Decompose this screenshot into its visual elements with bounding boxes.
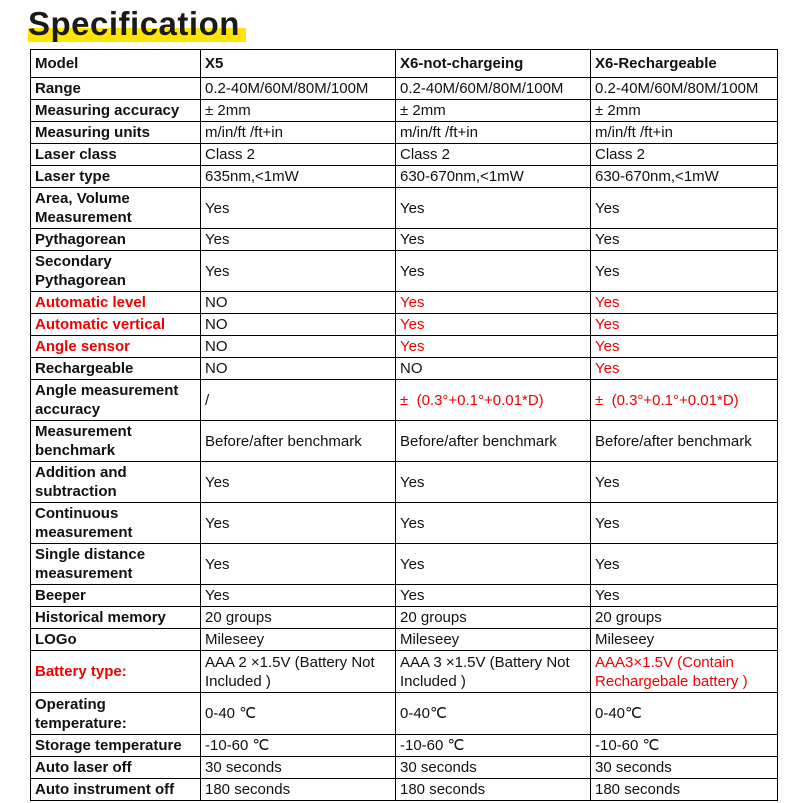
row-label: Single distance measurement	[31, 544, 201, 585]
table-row	[31, 122, 778, 144]
table-cell: 180 seconds	[201, 779, 396, 801]
table-cell: 0.2-40M/60M/80M/100M	[591, 78, 778, 100]
table-cell: Yes	[396, 188, 591, 229]
table-row	[31, 166, 778, 188]
row-label: Area, Volume Measurement	[31, 188, 201, 229]
row-label: Measurement benchmark	[31, 421, 201, 462]
row-label: Continuous measurement	[31, 503, 201, 544]
table-cell: Yes	[591, 544, 778, 585]
table-cell: AAA 3 ×1.5V (Battery Not Included )	[396, 651, 591, 693]
table-row	[31, 503, 778, 544]
header-row-label: Model	[31, 50, 201, 78]
table-cell: Yes	[591, 188, 778, 229]
table-row	[31, 188, 778, 229]
table-cell: 0-40 ℃	[201, 693, 396, 735]
row-label: Beeper	[31, 585, 201, 607]
table-row	[31, 735, 778, 757]
table-cell: Yes	[201, 251, 396, 292]
table-cell: Yes	[591, 251, 778, 292]
header-col-1: X6-not-chargeing	[396, 50, 591, 78]
table-cell: Yes	[396, 292, 591, 314]
table-cell: NO	[396, 358, 591, 380]
table-row	[31, 358, 778, 380]
table-cell: 30 seconds	[591, 757, 778, 779]
table-cell: Yes	[201, 188, 396, 229]
table-row	[31, 229, 778, 251]
row-label: Historical memory	[31, 607, 201, 629]
table-row	[31, 292, 778, 314]
table-row	[31, 100, 778, 122]
table-cell: /	[201, 380, 396, 421]
table-cell: ± 2mm	[396, 100, 591, 122]
table-row	[31, 144, 778, 166]
table-cell: Yes	[201, 544, 396, 585]
table-row	[31, 544, 778, 585]
table-cell: AAA 2 ×1.5V (Battery Not Included )	[201, 651, 396, 693]
row-label: Auto instrument off	[31, 779, 201, 801]
table-row	[31, 651, 778, 693]
row-label: Angle measurement accuracy	[31, 380, 201, 421]
table-cell: ± 2mm	[591, 100, 778, 122]
table-row	[31, 629, 778, 651]
row-label: Range	[31, 78, 201, 100]
table-cell: NO	[201, 358, 396, 380]
row-label: Automatic vertical	[31, 314, 201, 336]
table-row	[31, 757, 778, 779]
row-label: Addition and subtraction	[31, 462, 201, 503]
table-cell: Yes	[201, 229, 396, 251]
table-cell: Yes	[591, 585, 778, 607]
row-label: Secondary Pythagorean	[31, 251, 201, 292]
table-row	[31, 380, 778, 421]
row-label: Angle sensor	[31, 336, 201, 358]
table-cell: NO	[201, 336, 396, 358]
table-cell: Before/after benchmark	[591, 421, 778, 462]
page-title: Specification	[28, 5, 240, 42]
table-header	[31, 50, 778, 78]
row-label: Operating temperature:	[31, 693, 201, 735]
table-cell: 630-670nm,<1mW	[591, 166, 778, 188]
table-cell: Yes	[201, 503, 396, 544]
table-row	[31, 251, 778, 292]
table-row	[31, 78, 778, 100]
table-cell: 30 seconds	[201, 757, 396, 779]
table-row	[31, 462, 778, 503]
table-cell: Yes	[591, 229, 778, 251]
table-cell: Yes	[591, 358, 778, 380]
table-cell: -10-60 ℃	[591, 735, 778, 757]
table-cell: Class 2	[201, 144, 396, 166]
table-cell: 20 groups	[201, 607, 396, 629]
table-cell: Yes	[591, 292, 778, 314]
table-cell: 0-40℃	[591, 693, 778, 735]
table-cell: Yes	[396, 544, 591, 585]
table-cell: Yes	[396, 503, 591, 544]
page-title-block	[28, 3, 348, 47]
row-label: Measuring units	[31, 122, 201, 144]
row-label: Auto laser off	[31, 757, 201, 779]
table-row	[31, 585, 778, 607]
specification-table	[30, 49, 778, 801]
table-cell: Yes	[201, 462, 396, 503]
table-cell: NO	[201, 292, 396, 314]
table-cell: 180 seconds	[591, 779, 778, 801]
table-cell: m/in/ft /ft+in	[201, 122, 396, 144]
table-cell: Mileseey	[591, 629, 778, 651]
table-row	[31, 607, 778, 629]
table-cell: Mileseey	[396, 629, 591, 651]
table-cell: -10-60 ℃	[396, 735, 591, 757]
table-cell: ± 2mm	[201, 100, 396, 122]
row-label: Automatic level	[31, 292, 201, 314]
table-cell: m/in/ft /ft+in	[396, 122, 591, 144]
row-label: Measuring accuracy	[31, 100, 201, 122]
table-cell: Before/after benchmark	[396, 421, 591, 462]
table-cell: 630-670nm,<1mW	[396, 166, 591, 188]
row-label: Battery type:	[31, 651, 201, 693]
table-cell: Yes	[396, 585, 591, 607]
table-cell: 30 seconds	[396, 757, 591, 779]
table-cell: Yes	[591, 314, 778, 336]
table-cell: 20 groups	[396, 607, 591, 629]
table-cell: Class 2	[396, 144, 591, 166]
row-label: Laser type	[31, 166, 201, 188]
table-cell: ± (0.3°+0.1°+0.01*D)	[396, 380, 591, 421]
table-cell: 0-40℃	[396, 693, 591, 735]
row-label: Pythagorean	[31, 229, 201, 251]
table-cell: Yes	[396, 336, 591, 358]
table-cell: 180 seconds	[396, 779, 591, 801]
table-row	[31, 336, 778, 358]
header-col-0: X5	[201, 50, 396, 78]
table-cell: 635nm,<1mW	[201, 166, 396, 188]
row-label: Rechargeable	[31, 358, 201, 380]
table-cell: ± (0.3°+0.1°+0.01*D)	[591, 380, 778, 421]
table-body	[31, 78, 778, 801]
table-cell: Yes	[396, 314, 591, 336]
table-cell: Yes	[591, 503, 778, 544]
table-cell: Class 2	[591, 144, 778, 166]
table-cell: Yes	[396, 462, 591, 503]
table-row	[31, 314, 778, 336]
table-cell: AAA3×1.5V (Contain Rechargebale battery )	[591, 651, 778, 693]
row-label: Storage temperature	[31, 735, 201, 757]
table-row	[31, 50, 778, 78]
table-cell: Yes	[396, 229, 591, 251]
table-row	[31, 693, 778, 735]
row-label: Laser class	[31, 144, 201, 166]
table-row	[31, 421, 778, 462]
table-cell: Yes	[591, 336, 778, 358]
table-cell: NO	[201, 314, 396, 336]
page	[0, 3, 800, 801]
table-cell: Yes	[591, 462, 778, 503]
table-cell: Yes	[396, 251, 591, 292]
table-cell: 20 groups	[591, 607, 778, 629]
row-label: LOGo	[31, 629, 201, 651]
table-cell: m/in/ft /ft+in	[591, 122, 778, 144]
table-cell: -10-60 ℃	[201, 735, 396, 757]
table-cell: 0.2-40M/60M/80M/100M	[396, 78, 591, 100]
table-cell: Before/after benchmark	[201, 421, 396, 462]
table-cell: Yes	[201, 585, 396, 607]
header-col-2: X6-Rechargeable	[591, 50, 778, 78]
table-cell: Mileseey	[201, 629, 396, 651]
table-row	[31, 779, 778, 801]
table-cell: 0.2-40M/60M/80M/100M	[201, 78, 396, 100]
